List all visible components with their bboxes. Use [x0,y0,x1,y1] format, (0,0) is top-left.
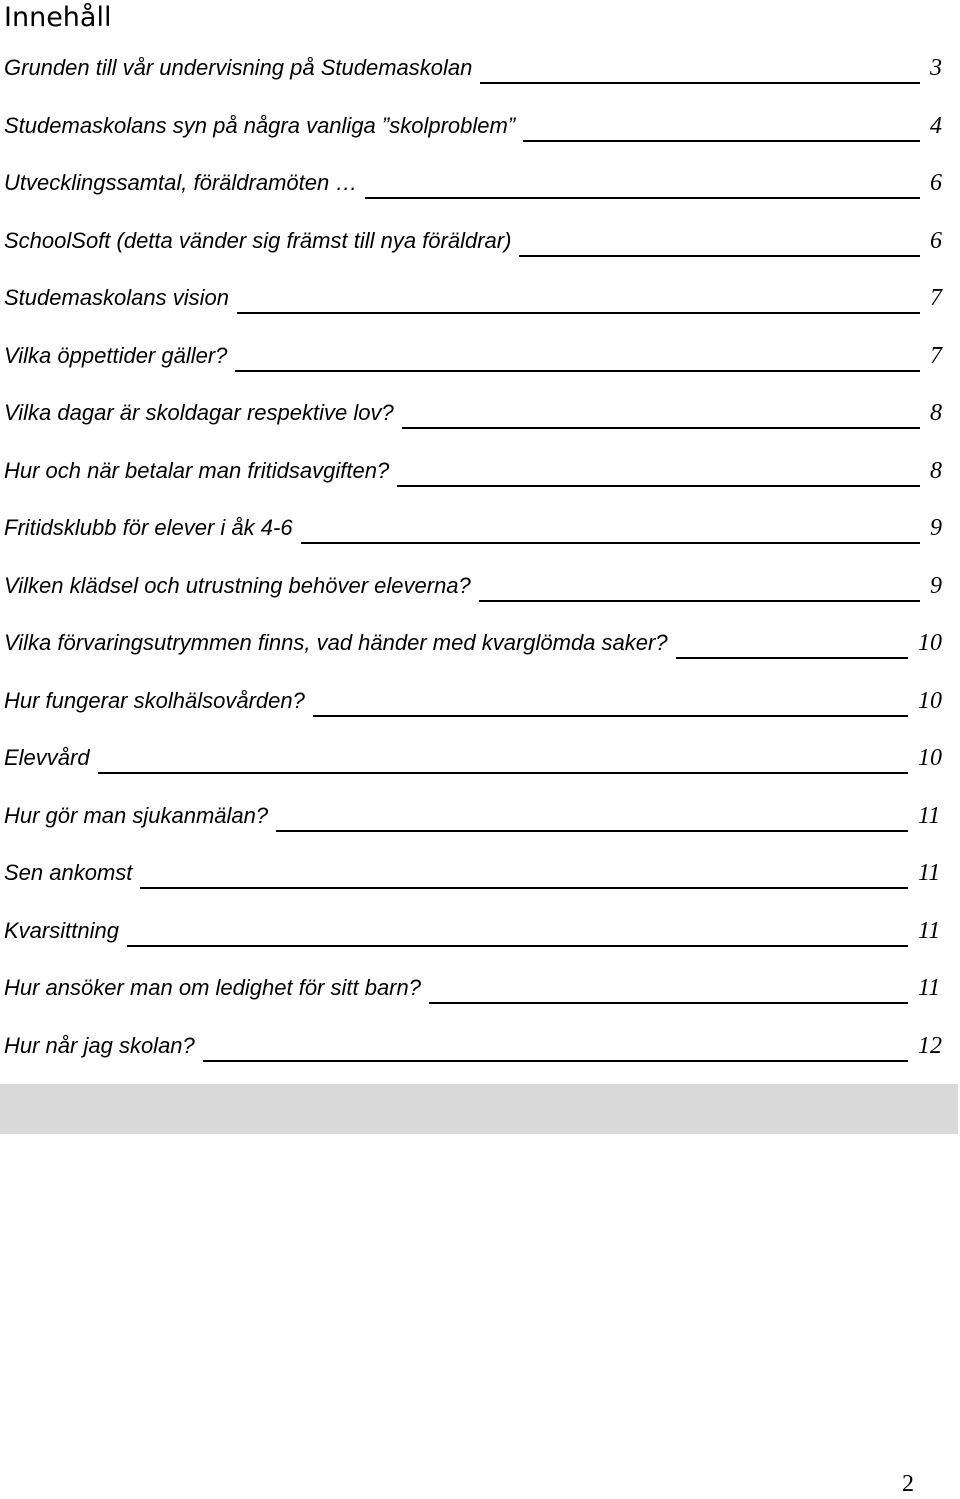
toc-leader-line [480,40,920,84]
toc-entry[interactable] [0,1018,960,1076]
toc-entry-title: Hur och när betalar man fritidsavgiften? [4,457,390,483]
toc-heading: Innehåll [4,2,112,33]
toc-entry-page: 8 [930,457,942,484]
toc-leader-line [365,155,920,199]
toc-entry-title: Vilka öppettider gäller? [4,342,228,368]
toc-leader-line [479,558,920,602]
toc-entry-page: 11 [918,802,941,829]
toc-entry-title: Hur gör man sjukanmälan? [4,802,269,828]
toc-entry-title: Hur fungerar skolhälsovården? [4,687,305,713]
toc-leader-line [235,328,920,372]
toc-leader-line [676,615,908,659]
toc-entry-page: 3 [930,55,942,81]
toc-entry-title: Fritidsklubb för elever i åk 4-6 [4,515,293,540]
toc-entry-page: 9 [930,572,942,599]
toc-entry[interactable] [0,615,960,673]
toc-entry[interactable] [0,673,960,731]
toc-entry-page: 11 [918,975,941,1001]
toc-entry-title: Vilken klädsel och utrustning behöver eleverna? [4,572,471,598]
toc-entry-page: 8 [930,400,942,426]
toc-list [0,40,960,1075]
toc-entry[interactable] [0,788,960,846]
toc-leader-line [237,270,920,314]
toc-leader-line [402,385,920,429]
toc-leader-line [301,500,920,544]
toc-entry[interactable] [0,385,960,443]
toc-entry[interactable] [0,40,960,98]
toc-entry-title: Kvarsittning [4,917,119,943]
toc-entry-page: 7 [930,342,942,369]
toc-leader-line [276,788,908,832]
toc-entry-title: SchoolSoft (detta vänder sig främst till nya föräldrar) [4,227,512,253]
toc-entry-page: 11 [918,860,941,886]
toc-entry-title: Hur ansöker man om ledighet för sitt barn? [4,975,421,1000]
toc-entry-page: 7 [930,285,942,311]
toc-entry[interactable] [0,558,960,616]
toc-entry-page: 10 [918,687,942,714]
gray-divider-band [0,1084,958,1134]
toc-entry-title: Grunden till vår undervisning på Studemaskolan [4,55,473,80]
toc-entry-title: Studemaskolans vision [4,285,230,310]
toc-entry-title: Elevvård [4,745,90,770]
toc-leader-line [397,443,920,487]
toc-entry-title: Utvecklingssamtal, föräldramöten … [4,170,358,195]
toc-entry[interactable] [0,730,960,788]
toc-entry-title: Sen ankomst [4,860,133,885]
toc-entry[interactable] [0,903,960,961]
toc-entry[interactable] [0,328,960,386]
toc-entry-title: Studemaskolans syn på några vanliga ”skolproblem” [4,112,516,138]
toc-entry-page: 11 [918,917,941,944]
toc-entry-page: 9 [930,515,942,541]
toc-leader-line [429,960,908,1004]
toc-entry[interactable] [0,845,960,903]
toc-entry-page: 6 [930,170,942,196]
toc-entry-page: 10 [918,630,942,656]
toc-entry[interactable] [0,500,960,558]
toc-leader-line [313,673,908,717]
toc-entry-page: 6 [930,227,942,254]
toc-entry-title: Hur når jag skolan? [4,1032,195,1058]
toc-entry[interactable] [0,155,960,213]
toc-entry-title: Vilka förvaringsutrymmen finns, vad händer med kvarglömda saker? [4,630,668,655]
toc-leader-line [98,730,908,774]
page-number: 2 [902,1471,914,1497]
toc-entry[interactable] [0,98,960,156]
toc-leader-line [127,903,908,947]
toc-leader-line [203,1018,908,1062]
toc-entry[interactable] [0,213,960,271]
toc-entry[interactable] [0,960,960,1018]
toc-leader-line [140,845,908,889]
toc-entry-page: 12 [918,1032,942,1059]
toc-entry[interactable] [0,270,960,328]
toc-entry-title: Vilka dagar är skoldagar respektive lov? [4,400,394,425]
toc-entry[interactable] [0,443,960,501]
toc-entry-page: 4 [930,112,942,139]
toc-leader-line [519,213,920,257]
toc-entry-page: 10 [918,745,942,771]
toc-leader-line [523,98,920,142]
